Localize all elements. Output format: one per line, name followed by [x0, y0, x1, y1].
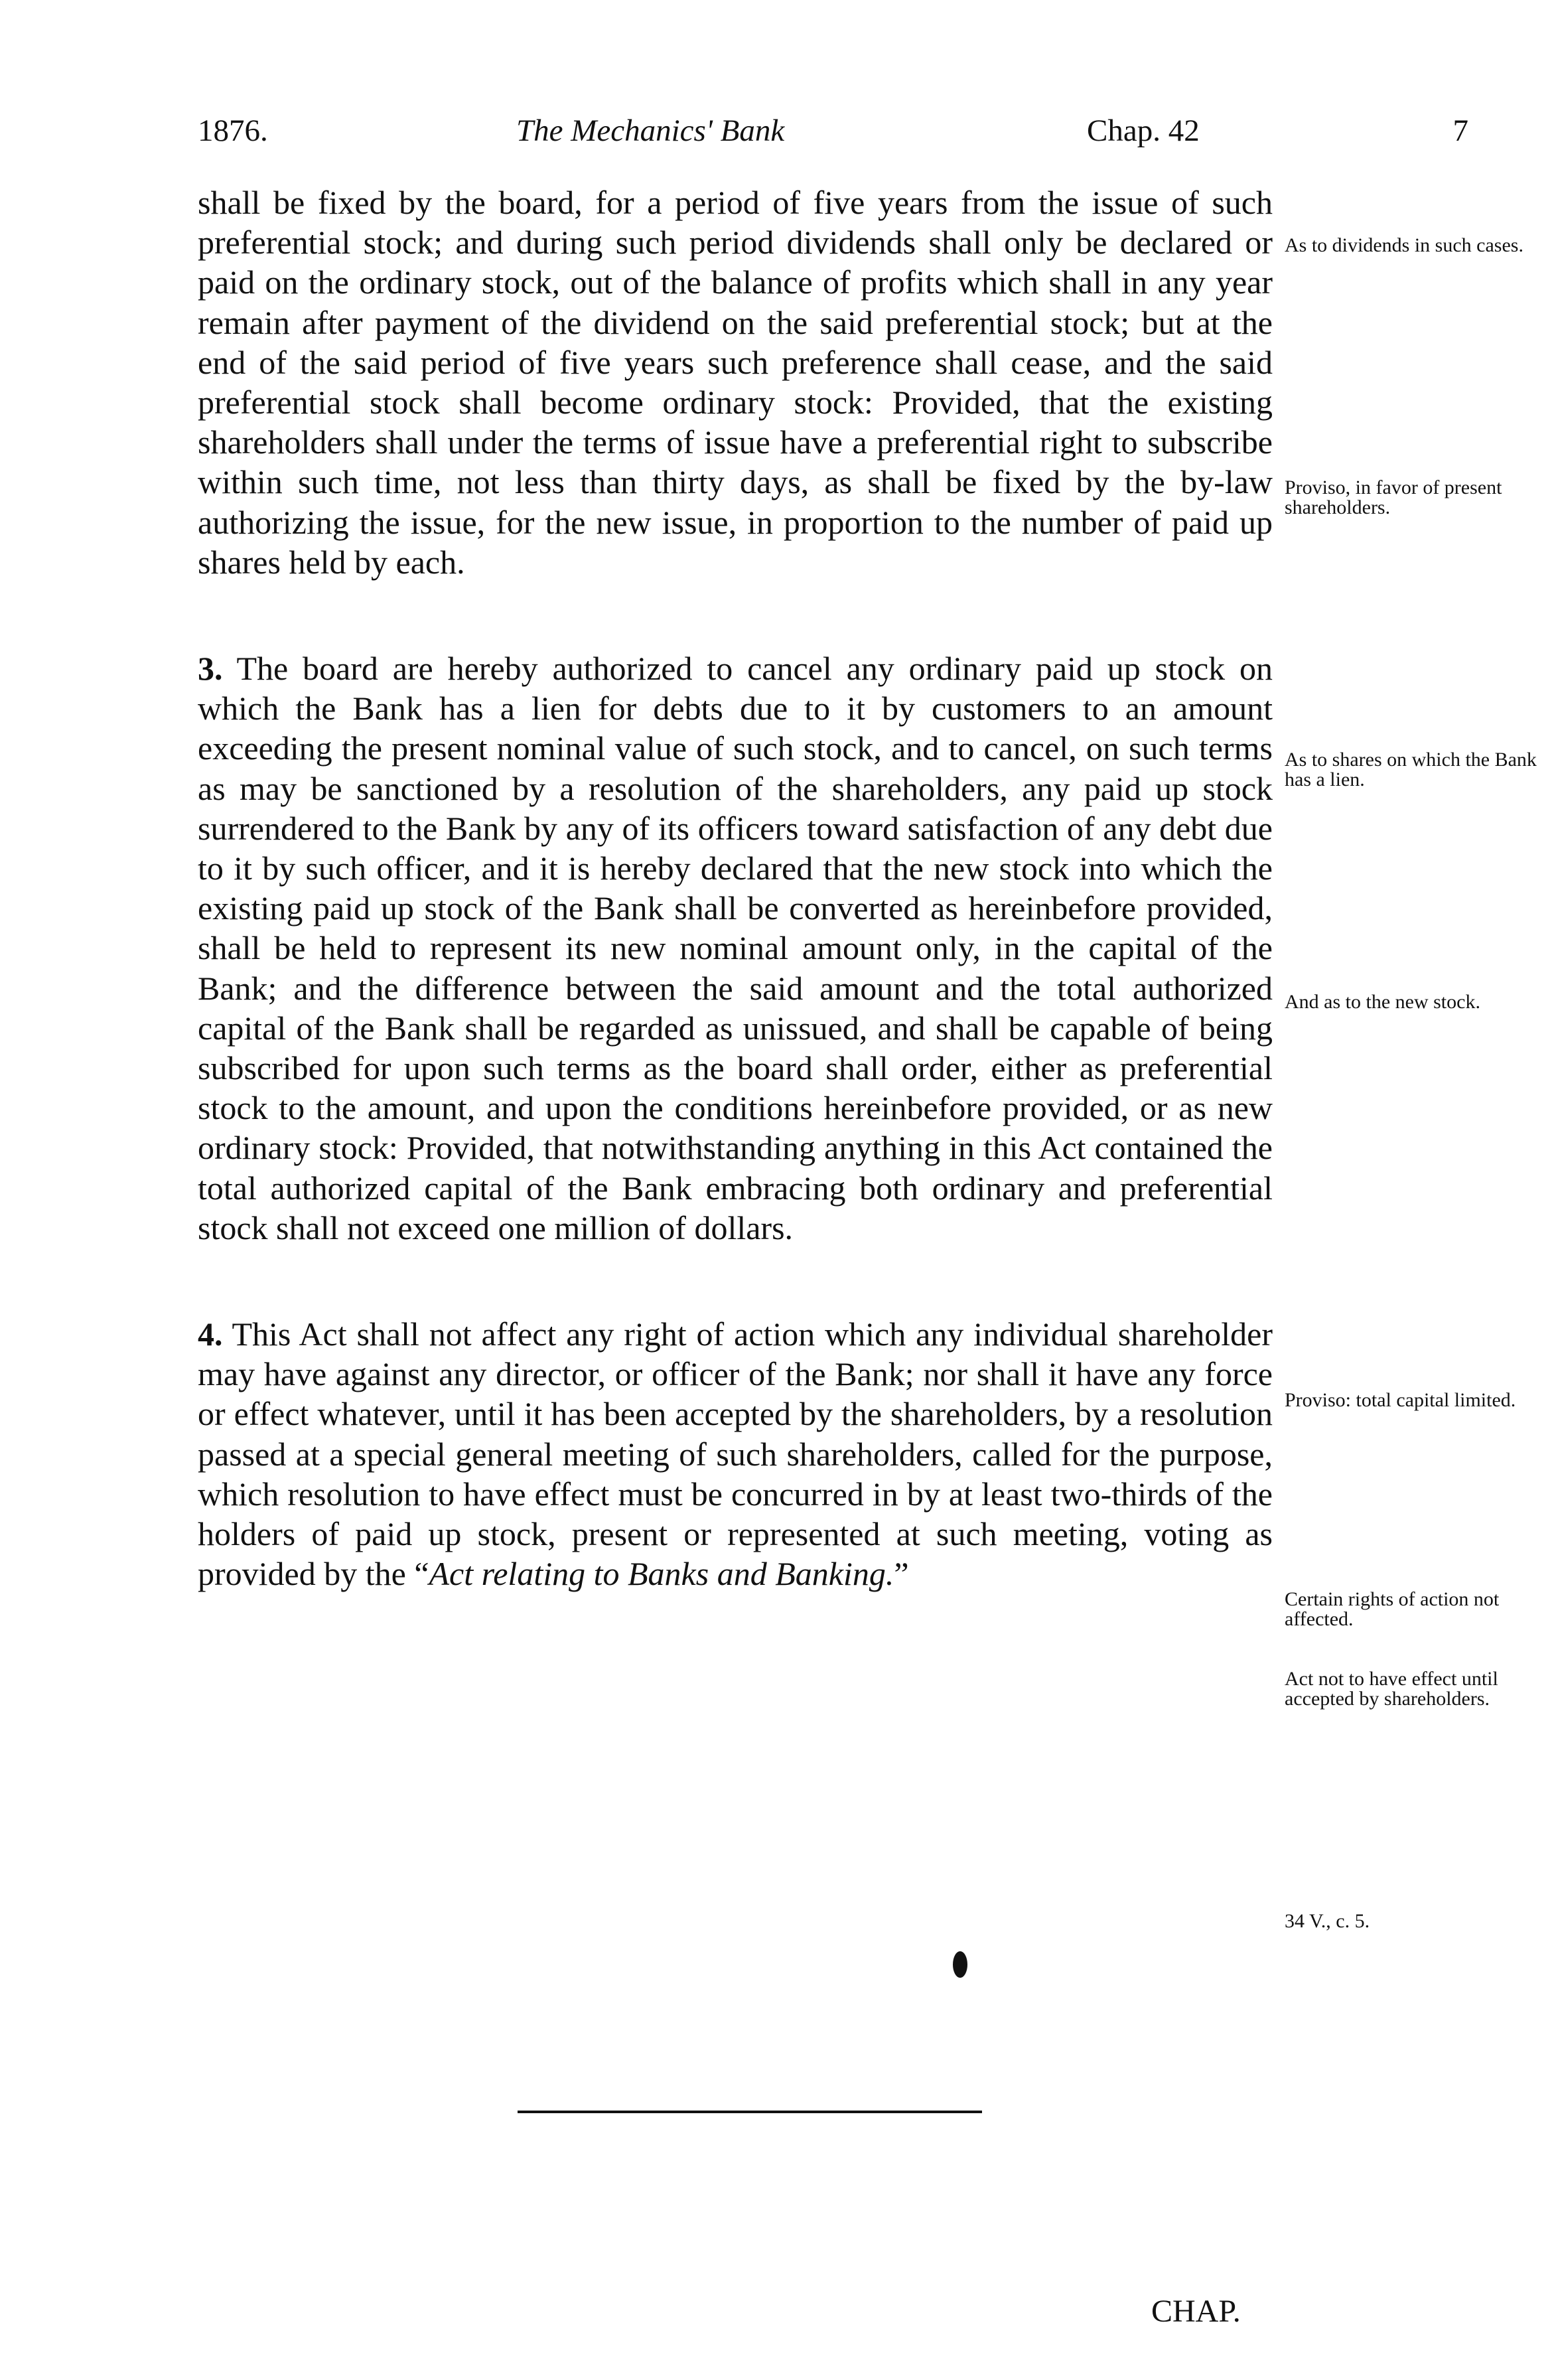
section-4: [198, 1314, 1273, 1594]
margin-note-text: Certain rights of action not affected.: [1285, 1588, 1500, 1630]
body-text: [198, 183, 1273, 1594]
section-number: 4.: [198, 1315, 223, 1353]
act-title-italic: Act relating to Banks and Banking.: [429, 1555, 894, 1593]
section-3: [198, 648, 1273, 1248]
margin-note-text: As to shares on which the Bank has a lien.: [1285, 749, 1537, 790]
margin-note: [1285, 1669, 1550, 1709]
margin-note: [1285, 1390, 1550, 1410]
paragraph-text: The board are hereby authorized to cancel any ordinary paid up stock on which the Bank has a lien for debts due to it by customers to an amount exceeding the present nominal value of such stock, and to cancel, on such terms as may be sanctioned by a resolution of the shareholders, any paid up stock surrendered to the Bank by any of its officers toward satisfaction of any debt due to it by such officer, and it is hereby declared that the new stock into which the existing paid up stock of the Bank shall be converted as hereinbefore provided, shall be held to represent its new nominal amount only, in the capital of the Bank; and the difference between the said amount and the total authorized capital of the Bank shall be regarded as unissued, and shall be capable of being subscribed for upon such terms as the board shall order, either as preferential stock to the amount, and upon the conditions hereinbefore provided, or as new ordinary stock: Provided, that notwithstanding anything in this Act contained the total authorized capital of the Bank embracing both ordinary and preferential stock shall not exceed one million of dollars.: [198, 650, 1273, 1246]
margin-note: [1285, 992, 1550, 1012]
paragraph-continuation: [198, 183, 1273, 582]
ink-blot: [953, 1951, 967, 1978]
catchword: CHAP.: [1151, 2294, 1241, 2329]
margin-note-text: And as to the new stock.: [1285, 991, 1480, 1013]
paragraph-text: shall be fixed by the board, for a period of five years from the issue of such preferential stock; and during such period dividends shall only be declared or paid on the ordinary stock, out of the balance of profits which shall in any year remain after payment of the dividend on the said preferential stock; but at the end of the said period of five years such preference shall cease, and the said preferential stock shall become ordinary stock: Provided, that the existing shareholders shall under the terms of issue have a preferential right to subscribe within such time, not less than thirty days, as shall be fixed by the by-law authorizing the issue, for the new issue, in proportion to the number of paid up shares held by each.: [198, 184, 1273, 581]
margin-note-text: 34 V., c. 5.: [1285, 1910, 1370, 1932]
margin-note-text: Act not to have effect until accepted by shareholders.: [1285, 1668, 1498, 1710]
closing-quote: ”: [894, 1555, 909, 1593]
margin-note-text: Proviso, in favor of present shareholders.: [1285, 477, 1502, 518]
margin-note-text: Proviso: total capital limited.: [1285, 1389, 1516, 1411]
margin-note: [1285, 1590, 1550, 1629]
running-header: [198, 113, 1468, 153]
page-number: 7: [1452, 113, 1468, 148]
margin-note: [1285, 236, 1550, 256]
margin-note-text: As to dividends in such cases.: [1285, 234, 1523, 256]
end-rule: [518, 2111, 982, 2113]
margin-note: [1285, 478, 1550, 518]
section-number: 3.: [198, 650, 223, 688]
header-title: The Mechanics' Bank: [516, 113, 785, 148]
header-year: 1876.: [198, 113, 268, 148]
paragraph-text: This Act shall not affect any right of action which any individual shareholder may have against any director, or officer of the Bank; nor shall it have any force or effect whatever, until it has been accepted by the shareholders, by a resolution passed at a special general meeting of such shareholders, called for the purpose, which resolution to have effect must be concurred in by at least two-thirds of the holders of paid up stock, present or represented at such meeting, voting as provided by the “: [198, 1315, 1273, 1593]
margin-note: [1285, 1911, 1550, 1931]
margin-note: [1285, 750, 1550, 790]
header-chapter: Chap. 42: [1087, 113, 1200, 148]
